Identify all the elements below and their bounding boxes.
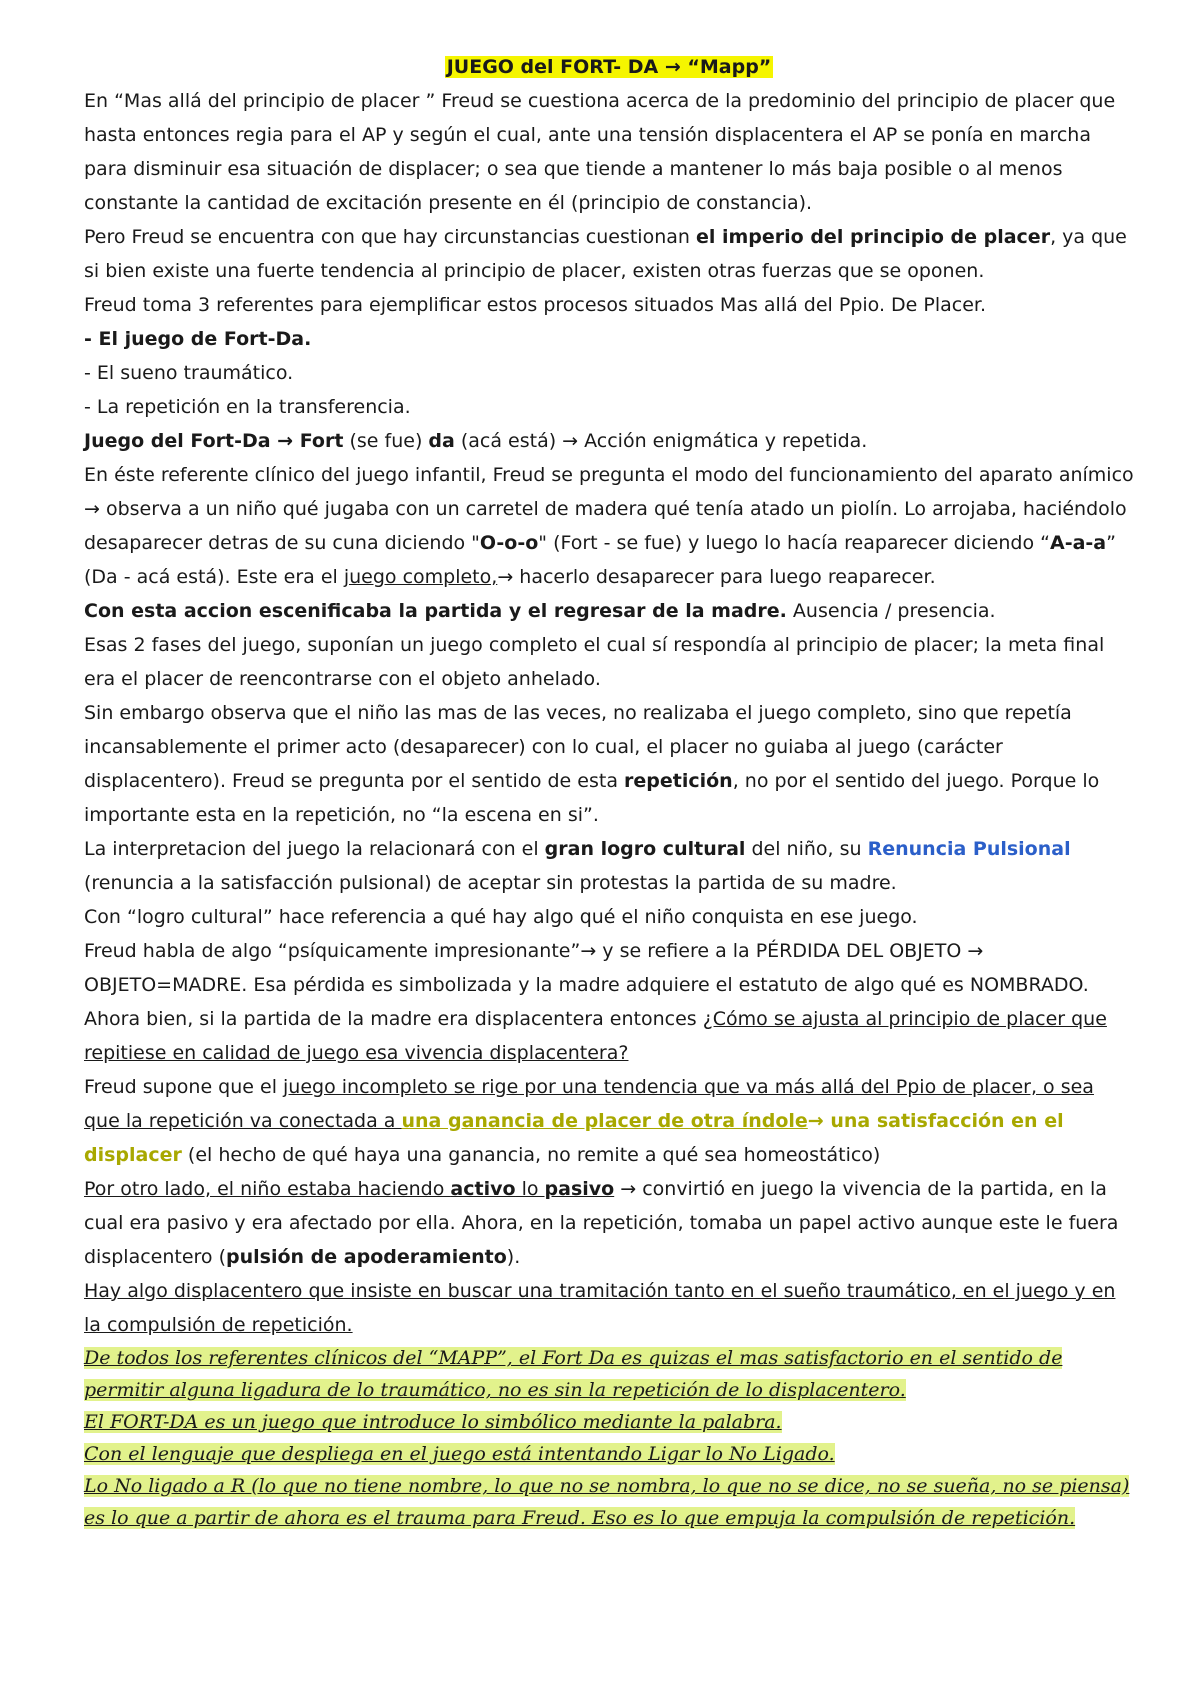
paragraph-interpretacion: La interpretacion del juego la relacionará con el gran logro cultural del niño, su Renuncia Pulsional (renuncia a la satisfacción pulsional) de aceptar sin protestas la partida de su madre.: [84, 838, 1071, 894]
document-title: JUEGO del FORT- DA → “Mapp”: [446, 56, 772, 78]
paragraph-intro: En “Mas allá del principio de placer ” Freud se cuestiona acerca de la predominio del principio de placer que hasta entonces regia para el AP y según el cual, ante una tensión displacentera el AP se ponía en marcha para disminuir esa situación de displacer; o sea que tiende a mantener lo más baja posible o al menos constante la cantidad de excitación presente en él (principio de constancia).: [84, 90, 1116, 214]
paragraph-fases: Esas 2 fases del juego, suponían un juego completo el cual sí respondía al principio de placer; la meta final era el placer de reencontrarse con el objeto anhelado.: [84, 634, 1105, 690]
paragraph-displacentero: Hay algo displacentero que insiste en buscar una tramitación tanto en el sueño traumático, en el juego y en la compulsión de repetición.: [84, 1280, 1116, 1336]
paragraph-repeticion: Sin embargo observa que el niño las mas de las veces, no realizaba el juego completo, sino que repetía incansablemente el primer acto (desaparecer) con lo cual, el placer no guiaba al juego (carácter displacentero). Freud se pregunta por el sentido de esta repetición, no por el sentido del juego. Porque lo importante esta en la repetición, no “la escena en si”.: [84, 702, 1100, 826]
paragraph-juego-incompleto: Freud supone que el juego incompleto se rige por una tendencia que va más allá del Ppio de placer, o sea que la repetición va conectada a una ganancia de placer de otra índole→ una satisfacción en el displacer (el hecho de qué haya una ganancia, no remite a qué sea homeostático): [84, 1076, 1094, 1166]
paragraph-carretel: En éste referente clínico del juego infantil, Freud se pregunta el modo del funcionamiento del aparato anímico → observa a un niño qué jugaba con un carretel de madera qué tenía atado un piolín. Lo arrojaba, haciéndolo desaparecer detras de su cuna diciendo "O-o-o" (Fort - se fue) y luego lo hacía reaparecer diciendo “A-a-a” (Da - acá está). Este era el juego completo,→ hacerlo desaparecer para luego reaparecer.: [84, 464, 1134, 588]
list-item: - El juego de Fort-Da.: [84, 328, 312, 350]
conclusion-line: Lo No ligado a R (lo que no tiene nombre, lo que no se nombra, lo que no se dice, no se sueña, no se piensa) es lo que a partir de ahora es el trauma para Freud. Eso es lo que empuja la compulsión de repetición.: [84, 1475, 1130, 1529]
list-item: - La repetición en la transferencia.: [84, 396, 411, 418]
conclusion-line: El FORT-DA es un juego que introduce lo simbólico mediante la palabra.: [84, 1411, 782, 1433]
document-page: [84, 50, 1134, 1534]
paragraph-referentes: Freud toma 3 referentes para ejemplificar estos procesos situados Mas allá del Ppio. De Placer.: [84, 294, 987, 316]
conclusion-line: Con el lenguaje que despliega en el juego está intentando Ligar lo No Ligado.: [84, 1443, 835, 1465]
conclusion-line: De todos los referentes clínicos del “MAPP”, el Fort Da es quizas el mas satisfactorio en el sentido de permitir alguna ligadura de lo traumático, no es sin la repetición de lo displacentero.: [84, 1347, 1063, 1401]
paragraph-pregunta: Ahora bien, si la partida de la madre era displacentera entonces ¿Cómo se ajusta al principio de placer que repitiese en calidad de juego esa vivencia displacentera?: [84, 1008, 1107, 1064]
paragraph-fort-da-heading: Juego del Fort-Da → Fort (se fue) da (acá está) → Acción enigmática y repetida.: [84, 430, 868, 452]
list-item: - El sueno traumático.: [84, 362, 294, 384]
highlighted-conclusions: [84, 1342, 1134, 1534]
paragraph-logro: Con “logro cultural” hace referencia a qué hay algo qué el niño conquista en ese juego.: [84, 906, 918, 928]
paragraph-perdida: Freud habla de algo “psíquicamente impresionante”→ y se refiere a la PÉRDIDA DEL OBJETO → OBJETO=MADRE. Esa pérdida es simbolizada y la madre adquiere el estatuto de algo qué es NOMBRADO.: [84, 940, 1089, 996]
paragraph-imperio: Pero Freud se encuentra con que hay circunstancias cuestionan el imperio del principio de placer, ya que si bien existe una fuerte tendencia al principio de placer, existen otras fuerzas que se oponen.: [84, 226, 1127, 282]
paragraph-partida: Con esta accion escenificaba la partida y el regresar de la madre. Ausencia / presencia.: [84, 600, 996, 622]
paragraph-activo-pasivo: Por otro lado, el niño estaba haciendo activo lo pasivo → convirtió en juego la vivencia de la partida, en la cual era pasivo y era afectado por ella. Ahora, en la repetición, tomaba un papel activo aunque este le fuera displacentero (pulsión de apoderamiento).: [84, 1178, 1119, 1268]
